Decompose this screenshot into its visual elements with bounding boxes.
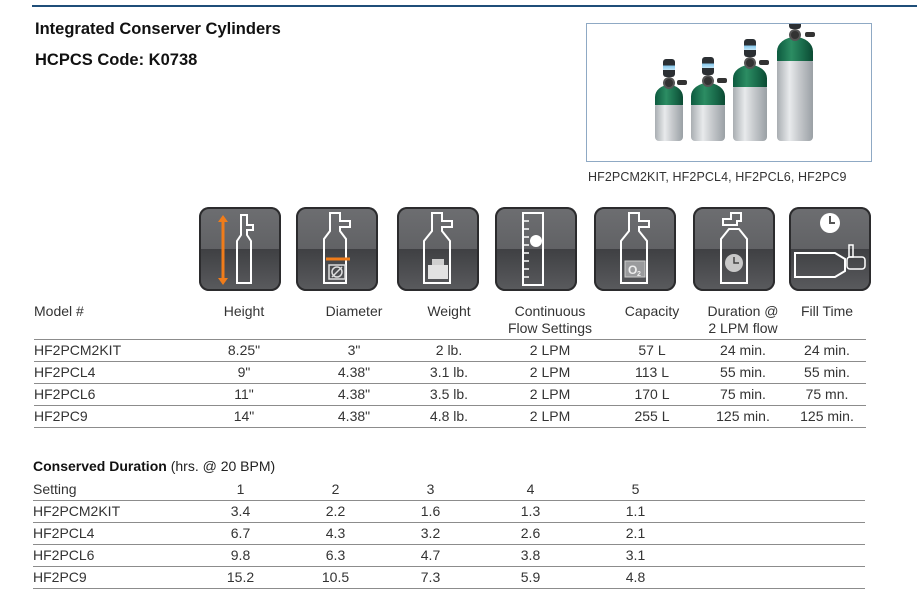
spacer [688, 501, 865, 523]
table-header-row [33, 479, 865, 501]
col-header: Model # [34, 303, 84, 319]
hcpcs-code: HCPCS Code: K0738 [35, 51, 198, 69]
svg-text:O: O [628, 263, 638, 277]
svg-text:2: 2 [637, 271, 641, 278]
diameter-icon [296, 207, 378, 291]
cell: 2.1 [583, 523, 688, 545]
cell: 2.6 [478, 523, 583, 545]
spec-icons-row [199, 207, 871, 291]
cell: HF2PC9 [34, 406, 184, 428]
cell: 9.8 [193, 545, 288, 567]
cell: 4.8 lb. [404, 406, 494, 428]
specs-table [34, 303, 866, 428]
table-row [34, 340, 866, 362]
cell: HF2PC9 [33, 567, 193, 589]
table-row [34, 406, 866, 428]
cell: 4.38" [304, 406, 404, 428]
cell: 24 min. [698, 340, 788, 362]
cell: 170 L [606, 384, 698, 406]
cell: HF2PCM2KIT [33, 501, 193, 523]
col-header: Capacity [624, 303, 680, 319]
cell: 2.2 [288, 501, 383, 523]
cell: 3.4 [193, 501, 288, 523]
col-header: 4 [478, 479, 583, 501]
cell: 2 LPM [494, 340, 606, 362]
conserved-duration-title [33, 458, 275, 474]
table-row [34, 384, 866, 406]
col-header: Diameter [325, 303, 383, 319]
spacer [688, 523, 865, 545]
cylinder-image [655, 61, 683, 141]
cell: 6.7 [193, 523, 288, 545]
cell: 4.7 [383, 545, 478, 567]
col-header: Weight [427, 303, 471, 319]
cell: 75 mn. [788, 384, 866, 406]
cell: 3.1 [583, 545, 688, 567]
conserved-duration-table [33, 479, 865, 589]
cell: 8.25" [184, 340, 304, 362]
table-row [33, 523, 865, 545]
table-row [34, 362, 866, 384]
table-row [33, 501, 865, 523]
cell: 1.1 [583, 501, 688, 523]
cell: 55 min. [698, 362, 788, 384]
photo-caption: HF2PCM2KIT, HF2PCL4, HF2PCL6, HF2PC9 [588, 170, 847, 184]
cell: HF2PCL6 [33, 545, 193, 567]
top-divider [32, 5, 917, 7]
cell: 11" [184, 384, 304, 406]
cell: HF2PCL4 [33, 523, 193, 545]
table-header-row [34, 303, 866, 340]
col-header: 1 [193, 479, 288, 501]
table-row [33, 567, 865, 589]
cell: 255 L [606, 406, 698, 428]
col-header: Fill Time [800, 303, 854, 319]
col-header: Height [223, 303, 265, 319]
spacer [688, 545, 865, 567]
cell: 75 min. [698, 384, 788, 406]
flow-settings-icon [495, 207, 577, 291]
cell: 55 min. [788, 362, 866, 384]
col-header: 5 [583, 479, 688, 501]
cell: 1.6 [383, 501, 478, 523]
cylinder-image [777, 23, 813, 141]
cell: 2 LPM [494, 362, 606, 384]
table-row [33, 545, 865, 567]
cell: 3.2 [383, 523, 478, 545]
weight-icon [397, 207, 479, 291]
capacity-o2-icon [594, 207, 676, 291]
cell: 1.3 [478, 501, 583, 523]
col-header: Duration @ 2 LPM flow [707, 303, 779, 336]
col-header: Continuous Flow Settings [507, 303, 593, 336]
col-header: 2 [288, 479, 383, 501]
cell: 4.8 [583, 567, 688, 589]
spacer [688, 479, 865, 501]
page-title: Integrated Conserver Cylinders [35, 20, 281, 38]
col-header: 3 [383, 479, 478, 501]
cell: 5.9 [478, 567, 583, 589]
cell: 3.5 lb. [404, 384, 494, 406]
cell: 7.3 [383, 567, 478, 589]
fill-time-icon [789, 207, 871, 291]
conserved-duration-title-bold: Conserved Duration [33, 458, 167, 474]
cell: 24 min. [788, 340, 866, 362]
cell: 4.38" [304, 384, 404, 406]
cell: 3.1 lb. [404, 362, 494, 384]
cell: 14" [184, 406, 304, 428]
cell: 6.3 [288, 545, 383, 567]
cylinder-image [691, 61, 725, 141]
cell: HF2PCL6 [34, 384, 184, 406]
conserved-duration-title-unit: (hrs. @ 20 BPM) [166, 458, 276, 474]
cell: 15.2 [193, 567, 288, 589]
col-header: Setting [33, 479, 193, 501]
cell: 113 L [606, 362, 698, 384]
cell: 4.3 [288, 523, 383, 545]
cell: 125 min. [788, 406, 866, 428]
cell: 9" [184, 362, 304, 384]
duration-icon [693, 207, 775, 291]
cell: 10.5 [288, 567, 383, 589]
cell: HF2PCL4 [34, 362, 184, 384]
cell: 3.8 [478, 545, 583, 567]
cylinder-image [733, 41, 767, 141]
cell: HF2PCM2KIT [34, 340, 184, 362]
cell: 57 L [606, 340, 698, 362]
cell: 2 LPM [494, 406, 606, 428]
height-icon [199, 207, 281, 291]
cell: 2 LPM [494, 384, 606, 406]
cell: 2 lb. [404, 340, 494, 362]
spacer [688, 567, 865, 589]
cell: 125 min. [698, 406, 788, 428]
cell: 3" [304, 340, 404, 362]
cell: 4.38" [304, 362, 404, 384]
product-photo [586, 23, 872, 162]
